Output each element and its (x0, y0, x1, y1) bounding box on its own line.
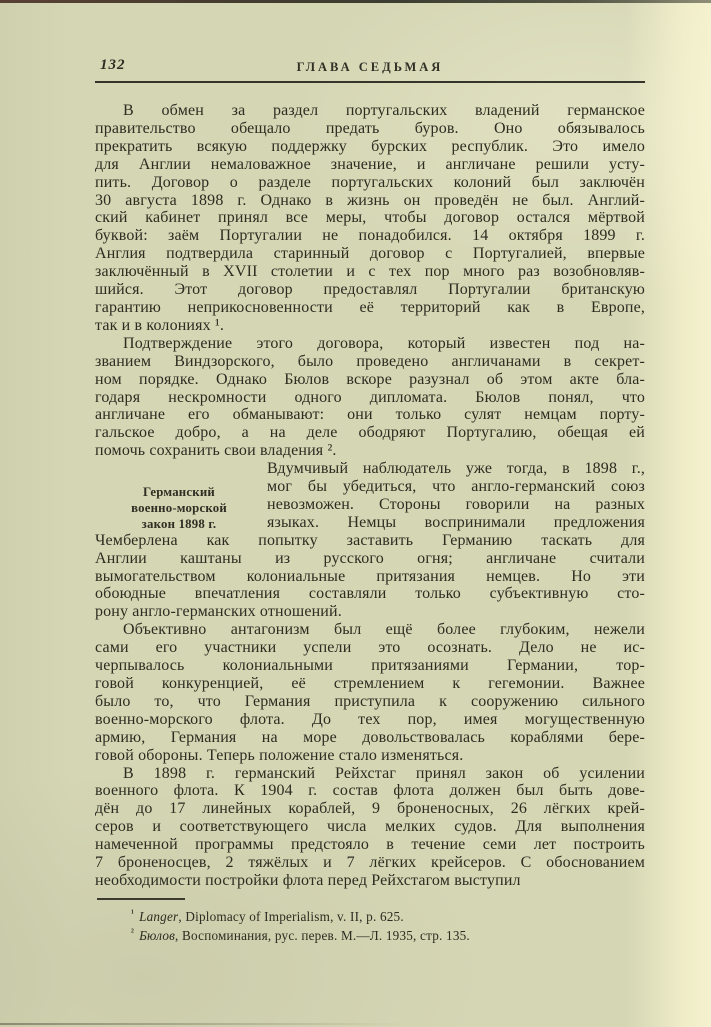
paragraph (95, 621, 645, 764)
text-line: гальское добро, а на деле ободряют Португалию, обещая ей (95, 424, 645, 442)
page-content (95, 56, 645, 945)
text-line: вымогательством колониальные притязания немцев. Но эти (95, 567, 645, 585)
page-bottom-edge-shadow (0, 1023, 405, 1025)
text-line: говой конкуренцией, её стремлением к гегемонии. Важнее (95, 675, 645, 692)
margin-heading-line: закон 1898 г. (141, 517, 217, 532)
text-line: Подтверждение этого договора, который известен под на- (123, 334, 645, 352)
text-line: намеченной программы предстояло в течение семи лет построить (95, 836, 645, 854)
page-top-edge-shadow (0, 0, 711, 3)
text-line: обоюдные впечатления составляли только субъективную сто- (95, 585, 645, 603)
text-line: заключённый в XVII столетии и с тех пор много раз возобновляв- (95, 263, 645, 281)
text-line: сами его участники успели это осознать. Дело не ис- (95, 639, 645, 657)
text-line: буквой: заём Португалии не понадобился. 14 октября 1899 г. (95, 227, 645, 245)
text-line: говой обороны. Теперь положение стало изменяться. (95, 746, 464, 764)
chapter-title: ГЛАВА СЕДЬМАЯ (296, 60, 444, 74)
text-line: рону англо-германских отношений. (95, 603, 342, 621)
footnote-list (95, 906, 645, 945)
page-number: 132 (100, 57, 126, 73)
text-line: 7 броненосцев, 2 тяжёлых и 7 лёгких крейсеров. С обоснованием (95, 854, 645, 872)
text-line: невозможен. Стороны говорили на разных (267, 495, 645, 513)
text-line: для Англии немаловажное значение, и англичане решили усту- (95, 155, 645, 173)
footnote (95, 925, 645, 945)
margin-heading (95, 484, 263, 532)
text-line: В обмен за раздел португальских владений германское (123, 102, 645, 119)
footnote-text: , Diplomacy of Imperialism, v. II, p. 625. (178, 908, 404, 924)
text-line: шийся. Этот договор предоставлял Португалии британскую (95, 281, 645, 299)
text-line: ном порядке. Однако Бюлов вскоре разузнал об этом акте бла- (95, 370, 645, 388)
text-line: языках. Немцы воспринимали предложения (267, 513, 645, 531)
paragraph (95, 460, 645, 621)
paragraph (95, 765, 645, 890)
footnote-marker: ¹ (131, 908, 135, 919)
text-line: ский кабинет принял все меры, чтобы договор остался мёртвой (95, 209, 645, 227)
text-line: гарантию неприкосновенности её территорий как в Европе, (95, 298, 645, 316)
text-line: Вдумчивый наблюдатель уже тогда, в 1898 г., (267, 460, 645, 478)
footnote (95, 906, 645, 926)
text-line: армию, Германия на море довольствовалась кораблями бере- (95, 728, 645, 746)
text-line: пить. Договор о разделе португальских колоний был заключён (95, 173, 645, 191)
text-line: так и в колониях ¹. (95, 316, 225, 334)
text-line: серов и соответствующего числа мелких судов. Для выполнения (95, 818, 645, 836)
body-text (95, 102, 645, 890)
footnote-text: , Воспоминания, рус. перев. М.—Л. 1935, стр. 135. (175, 928, 470, 944)
text-line: В 1898 г. германский Рейхстаг принял закон об усилении (123, 764, 645, 782)
text-line: Объективно антагонизм был ещё более глубоким, нежели (123, 621, 645, 639)
text-line: прекратить всякую поддержку бурских республик. Это имело (95, 137, 645, 155)
text-line: мог бы убедиться, что англо-германский союз (267, 478, 645, 496)
text-line: необходимости постройки флота перед Рейхстагом выступил (95, 871, 521, 889)
footnote-marker: ² (131, 928, 135, 939)
margin-heading-line: военно-морской (131, 501, 227, 516)
text-line: военного флота. К 1904 г. состав флота должен был быть дове- (95, 782, 645, 800)
footnote-rule (97, 898, 185, 900)
footnote-author: Langer (139, 908, 179, 924)
running-header (95, 56, 645, 78)
footnote-author: Бюлов (139, 928, 176, 944)
text-line: военно-морского флота. До тех пор, имея могущественную (95, 710, 645, 728)
text-line: дён до 17 линейных кораблей, 9 броненосных, 26 лёгких крей- (95, 800, 645, 818)
text-line: правительство обещало предать буров. Оно обязывалось (95, 119, 645, 137)
text-line: годаря нескромности одного дипломата. Бюлов понял, что (95, 388, 645, 406)
paragraph (95, 335, 645, 460)
text-line: Англии каштаны из русского огня; англичане считали (95, 549, 645, 567)
margin-heading-line: Германский (143, 485, 215, 500)
footnotes-section (95, 898, 645, 945)
paragraph (95, 102, 645, 335)
text-line: англичане его обманывают: они только сулят немцам порту- (95, 406, 645, 424)
header-rule (95, 81, 645, 83)
text-line: Англия подтвердила старинный договор с Португалией, впервые (95, 245, 645, 263)
text-line: Чемберлена как попытку заставить Германию таскать для (95, 531, 645, 549)
text-line: помочь сохранить свои владения ². (95, 442, 337, 460)
text-line: черпывалось колониальными притязаниями Германии, тор- (95, 657, 645, 675)
text-line: 30 августа 1898 г. Однако в жизнь он проведён не был. Англий- (95, 191, 645, 209)
text-line: было то, что Германия приступила к сооружению сильного (95, 692, 645, 710)
text-line: званием Виндзорского, было проведено англичанами в секрет- (95, 352, 645, 370)
